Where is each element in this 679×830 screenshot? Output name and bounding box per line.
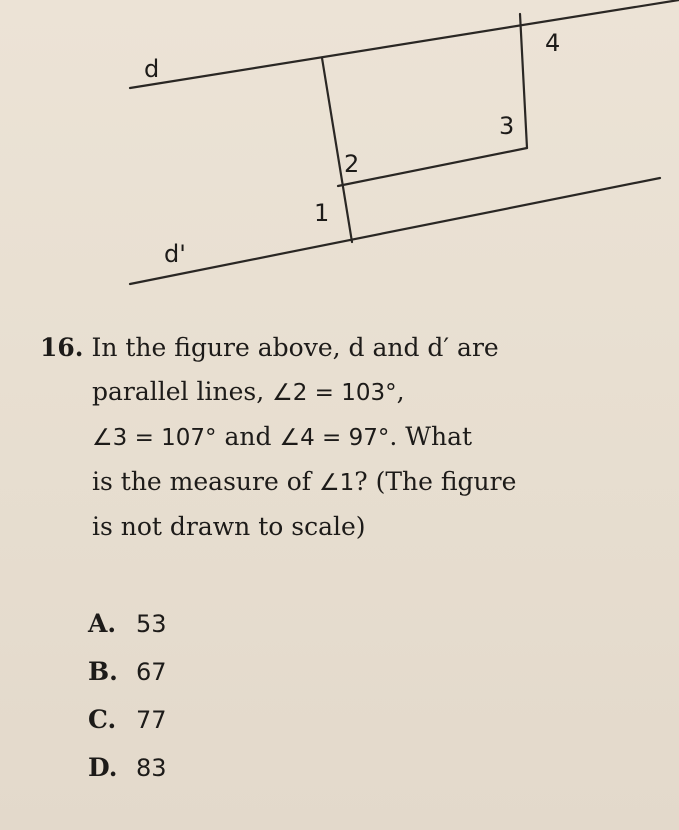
choice-value: 53 [136, 610, 167, 638]
problem-line-5-text: is not drawn to scale) [92, 512, 366, 541]
problem-line-2 [40, 370, 640, 415]
label-d-prime: d' [164, 240, 186, 268]
choice-letter: D. [88, 753, 118, 782]
label-angle-4: 4 [545, 29, 561, 57]
line-d [130, 0, 679, 88]
label-d: d [144, 55, 160, 83]
label-angle-1: 1 [314, 199, 330, 227]
problem-text [40, 326, 640, 549]
choice-d[interactable] [88, 744, 167, 792]
choice-a[interactable] [88, 600, 167, 648]
problem-line-1 [40, 326, 640, 370]
choice-letter: B. [88, 657, 118, 686]
label-angle-2: 2 [344, 150, 360, 178]
problem-line-4-end: ? (The figure [354, 467, 517, 496]
line-d-prime [130, 178, 660, 284]
choice-letter: A. [88, 609, 117, 638]
choice-letter: C. [88, 705, 117, 734]
choice-b[interactable] [88, 648, 167, 696]
angle-2-expression: ∠2 = 103° [272, 380, 397, 406]
problem-number: 16. [40, 333, 84, 362]
connecting-segment [338, 148, 527, 186]
angle-3-expression: ∠3 = 107° [92, 425, 217, 451]
problem-line-4-text: is the measure of [92, 467, 319, 496]
problem-line-5 [40, 505, 640, 549]
angle-4-expression: ∠4 = 97° [279, 425, 390, 451]
problem-line-2-end: , [396, 377, 405, 406]
choice-value: 83 [136, 754, 167, 782]
label-angle-3: 3 [499, 112, 515, 140]
problem-line-3 [40, 415, 640, 460]
transversal-right [520, 14, 527, 148]
angle-1-reference: ∠1 [318, 470, 355, 496]
answer-choices [88, 600, 167, 792]
problem-line-3-end: . What [389, 422, 473, 451]
problem-line-4 [40, 460, 640, 505]
geometry-figure [0, 0, 679, 300]
choice-value: 77 [136, 706, 167, 734]
problem-line-3-mid: and [216, 422, 280, 451]
choice-c[interactable] [88, 696, 167, 744]
choice-value: 67 [136, 658, 167, 686]
problem-line-1-text: In the figure above, d and d′ are [91, 333, 499, 362]
problem-line-2-text: parallel lines, [92, 377, 273, 406]
